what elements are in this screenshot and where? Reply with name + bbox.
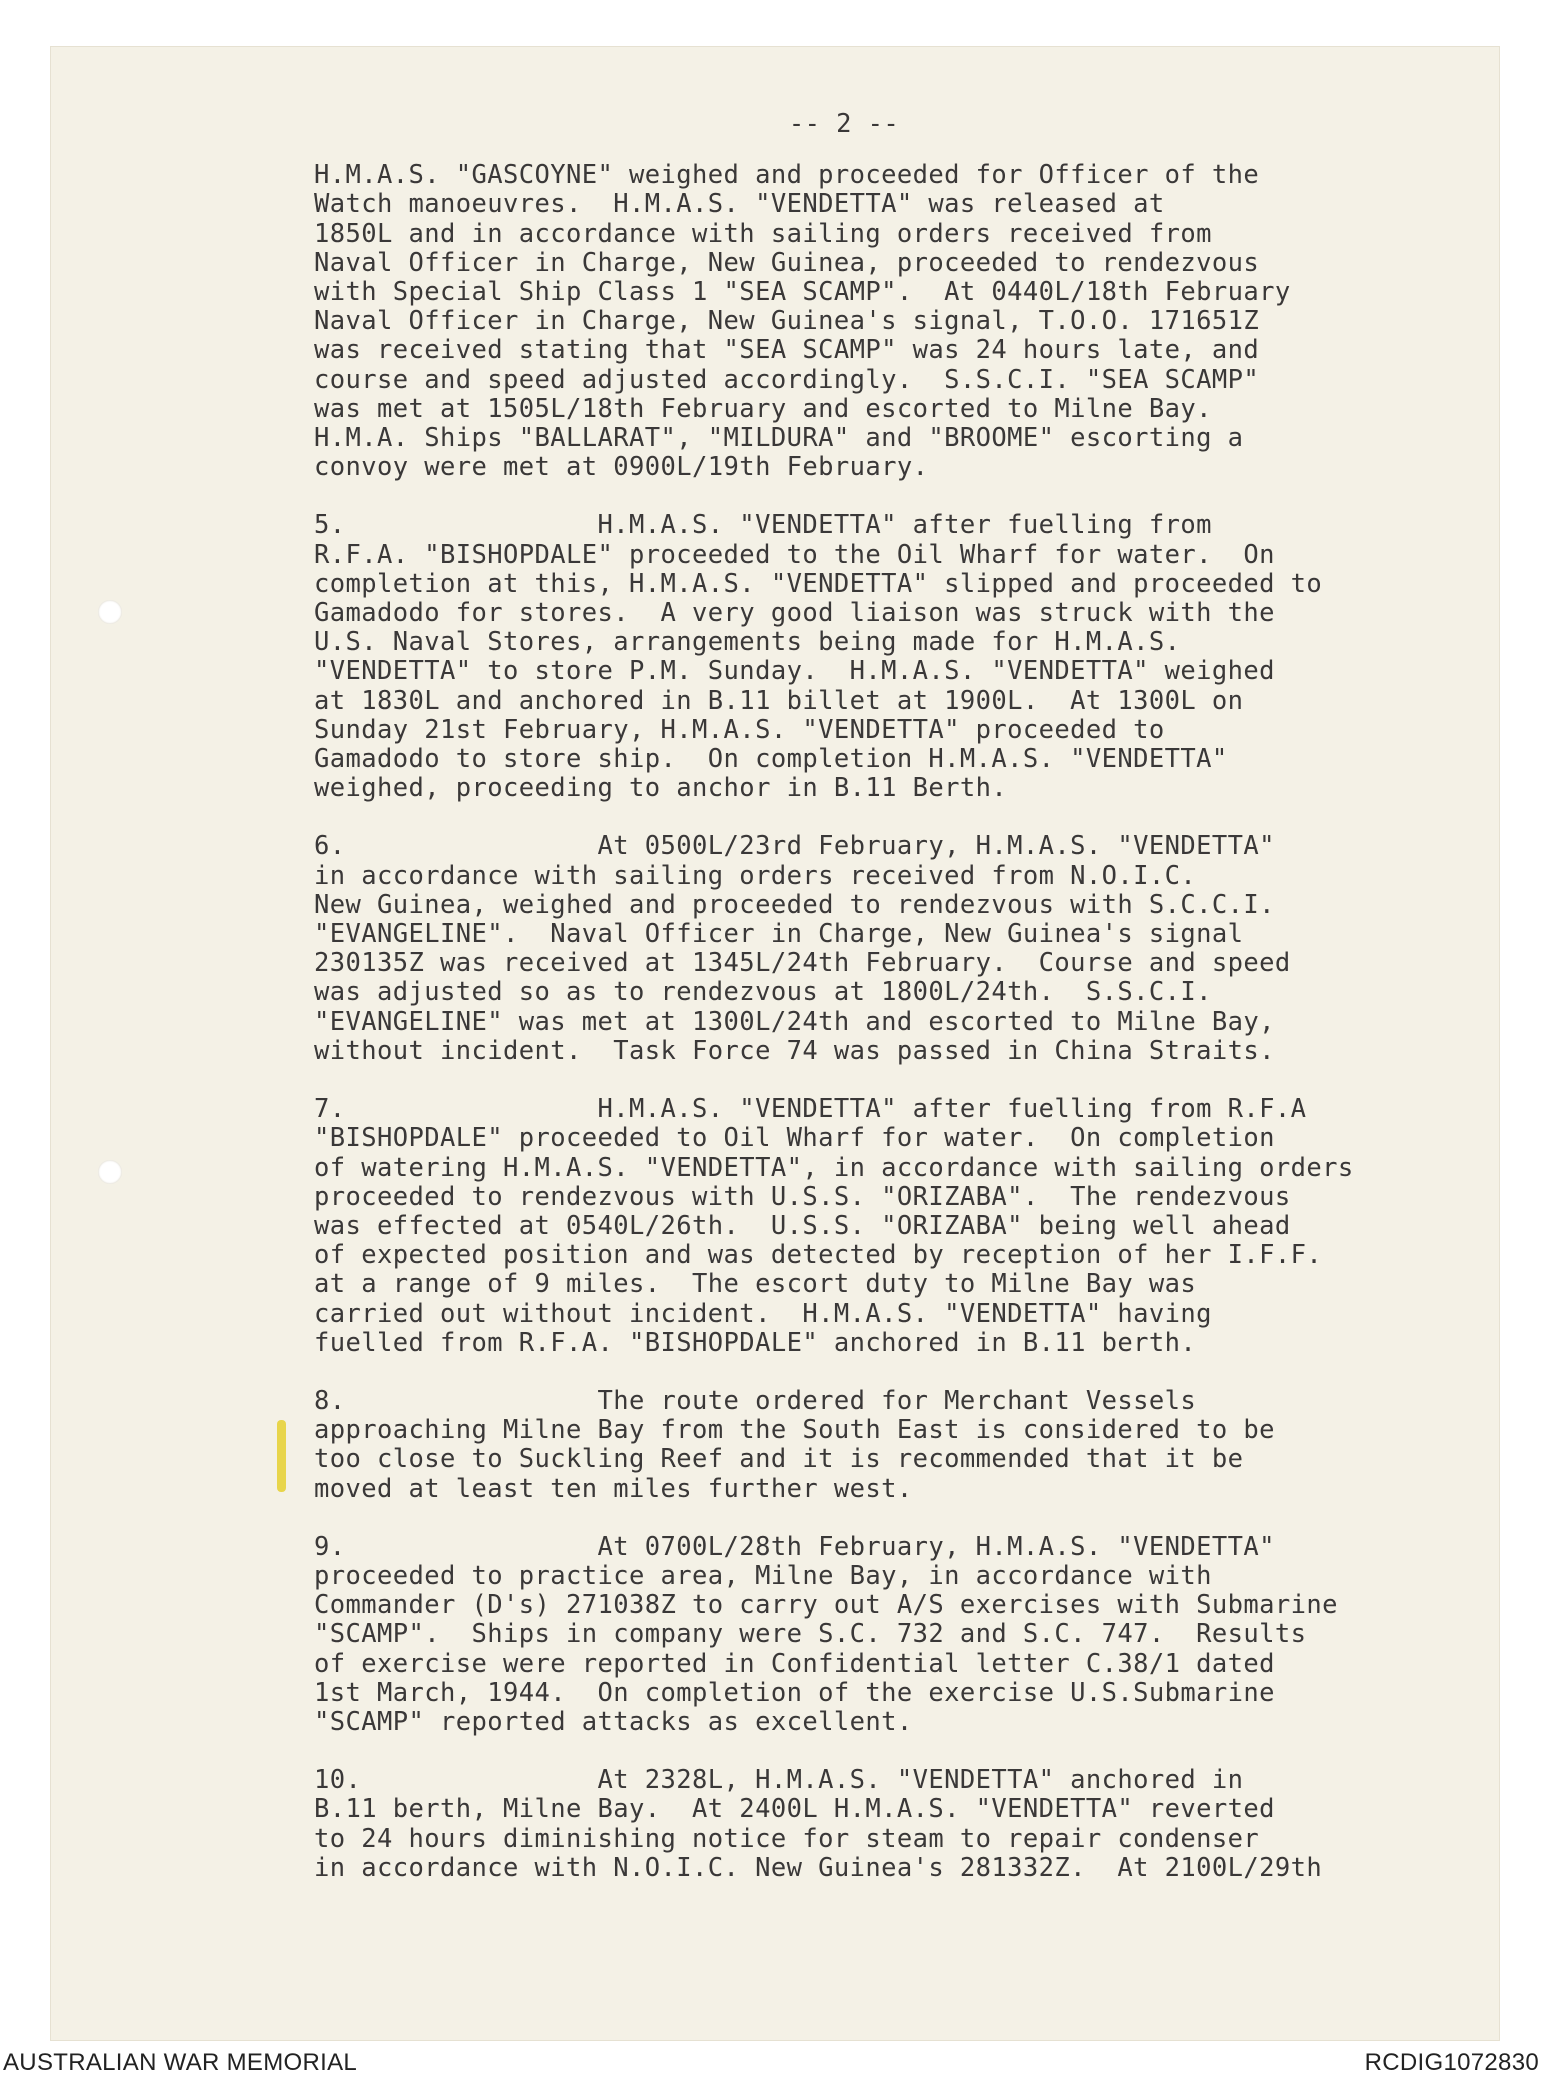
archive-footer-left: AUSTRALIAN WAR MEMORIAL — [3, 2049, 358, 2076]
text-line: approaching Milne Bay from the South East is considered to be — [314, 1415, 1275, 1446]
text-line: course and speed adjusted accordingly. S.S.C.I. "SEA SCAMP" — [314, 364, 1260, 395]
paragraph — [314, 1095, 1494, 1358]
text-line: 6. At 0500L/23rd February, H.M.A.S. "VENDETTA" — [314, 831, 1275, 862]
text-line: Naval Officer in Charge, New Guinea, proceeded to rendezvous — [314, 247, 1260, 278]
text-line: fuelled from R.F.A. "BISHOPDALE" anchored in B.11 berth. — [314, 1327, 1197, 1358]
paragraph — [314, 832, 1494, 1066]
text-line: with Special Ship Class 1 "SEA SCAMP". At 0440L/18th February — [314, 277, 1291, 308]
text-line: proceeded to rendezvous with U.S.S. "ORIZABA". The rendezvous — [314, 1181, 1291, 1212]
text-line: was met at 1505L/18th February and escorted to Milne Bay. — [314, 393, 1212, 424]
text-line: in accordance with sailing orders received from N.O.I.C. — [314, 860, 1197, 891]
text-line: 7. H.M.A.S. "VENDETTA" after fuelling from R.F.A — [314, 1094, 1307, 1125]
text-line: Gamadodo for stores. A very good liaison was struck with the — [314, 598, 1275, 629]
paragraph — [314, 161, 1494, 482]
punch-hole — [98, 1160, 122, 1184]
text-line: convoy were met at 0900L/19th February. — [314, 452, 929, 483]
text-line: without incident. Task Force 74 was passed in China Straits. — [314, 1035, 1275, 1066]
text-line: H.M.A.S. "GASCOYNE" weighed and proceeded for Officer of the — [314, 160, 1260, 191]
text-line: "EVANGELINE" was met at 1300L/24th and escorted to Milne Bay, — [314, 1006, 1275, 1037]
text-line: was adjusted so as to rendezvous at 1800L/24th. S.S.C.I. — [314, 977, 1212, 1008]
text-line: Sunday 21st February, H.M.A.S. "VENDETTA" proceeded to — [314, 714, 1165, 745]
text-line: of expected position and was detected by reception of her I.F.F. — [314, 1240, 1323, 1271]
text-line: H.M.A. Ships "BALLARAT", "MILDURA" and "BROOME" escorting a — [314, 423, 1244, 454]
text-line: R.F.A. "BISHOPDALE" proceeded to the Oil Wharf for water. On — [314, 539, 1275, 570]
text-line: too close to Suckling Reef and it is recommended that it be — [314, 1444, 1244, 1475]
text-line: carried out without incident. H.M.A.S. "VENDETTA" having — [314, 1298, 1212, 1329]
text-line: "SCAMP" reported attacks as excellent. — [314, 1706, 913, 1737]
text-line: in accordance with N.O.I.C. New Guinea's 281332Z. At 2100L/29th — [314, 1852, 1323, 1883]
text-line: was received stating that "SEA SCAMP" was 24 hours late, and — [314, 335, 1260, 366]
text-line: of exercise were reported in Confidential letter C.38/1 dated — [314, 1648, 1275, 1679]
paragraph — [314, 1387, 1494, 1504]
text-line: 230135Z was received at 1345L/24th February. Course and speed — [314, 948, 1291, 979]
text-line: Watch manoeuvres. H.M.A.S. "VENDETTA" was released at — [314, 189, 1165, 220]
paragraph — [314, 511, 1494, 803]
text-line: of watering H.M.A.S. "VENDETTA", in accordance with sailing orders — [314, 1152, 1354, 1183]
paragraph — [314, 1533, 1494, 1737]
text-line: "VENDETTA" to store P.M. Sunday. H.M.A.S. "VENDETTA" weighed — [314, 656, 1275, 687]
text-line: at 1830L and anchored in B.11 billet at 1900L. At 1300L on — [314, 685, 1244, 716]
text-line: 1st March, 1944. On completion of the exercise U.S.Submarine — [314, 1677, 1275, 1708]
text-line: 10. At 2328L, H.M.A.S. "VENDETTA" anchored in — [314, 1765, 1244, 1796]
paragraph — [314, 1766, 1494, 1883]
text-line: 1850L and in accordance with sailing orders received from — [314, 218, 1212, 249]
page-number: -- 2 -- — [788, 109, 900, 139]
text-line: "SCAMP". Ships in company were S.C. 732 and S.C. 747. Results — [314, 1619, 1307, 1650]
text-line: to 24 hours diminishing notice for steam to repair condenser — [314, 1823, 1260, 1854]
text-line: Naval Officer in Charge, New Guinea's signal, T.O.O. 171651Z — [314, 306, 1260, 337]
typed-text-body — [314, 110, 1494, 1912]
text-line: was effected at 0540L/26th. U.S.S. "ORIZABA" being well ahead — [314, 1210, 1291, 1241]
highlighter-mark — [277, 1420, 286, 1492]
text-line: 9. At 0700L/28th February, H.M.A.S. "VENDETTA" — [314, 1531, 1275, 1562]
text-line: weighed, proceeding to anchor in B.11 Berth. — [314, 773, 1008, 804]
paragraph-list — [314, 161, 1494, 1883]
text-line: U.S. Naval Stores, arrangements being made for H.M.A.S. — [314, 627, 1181, 658]
text-line: Commander (D's) 271038Z to carry out A/S exercises with Submarine — [314, 1590, 1338, 1621]
text-line: "EVANGELINE". Naval Officer in Charge, New Guinea's signal — [314, 919, 1244, 950]
text-line: moved at least ten miles further west. — [314, 1473, 913, 1504]
archive-footer-right: RCDIG1072830 — [1364, 2049, 1539, 2076]
text-line: at a range of 9 miles. The escort duty to Milne Bay was — [314, 1269, 1197, 1300]
text-line: New Guinea, weighed and proceeded to rendezvous with S.C.C.I. — [314, 889, 1275, 920]
text-line: B.11 berth, Milne Bay. At 2400L H.M.A.S. "VENDETTA" reverted — [314, 1794, 1275, 1825]
text-line: 5. H.M.A.S. "VENDETTA" after fuelling from — [314, 510, 1212, 541]
text-line: completion at this, H.M.A.S. "VENDETTA" slipped and proceeded to — [314, 568, 1323, 599]
text-line: 8. The route ordered for Merchant Vessels — [314, 1385, 1197, 1416]
text-line: Gamadodo to store ship. On completion H.M.A.S. "VENDETTA" — [314, 744, 1228, 775]
text-line: proceeded to practice area, Milne Bay, in accordance with — [314, 1560, 1212, 1591]
punch-hole — [98, 600, 122, 624]
text-line: "BISHOPDALE" proceeded to Oil Wharf for water. On completion — [314, 1123, 1275, 1154]
